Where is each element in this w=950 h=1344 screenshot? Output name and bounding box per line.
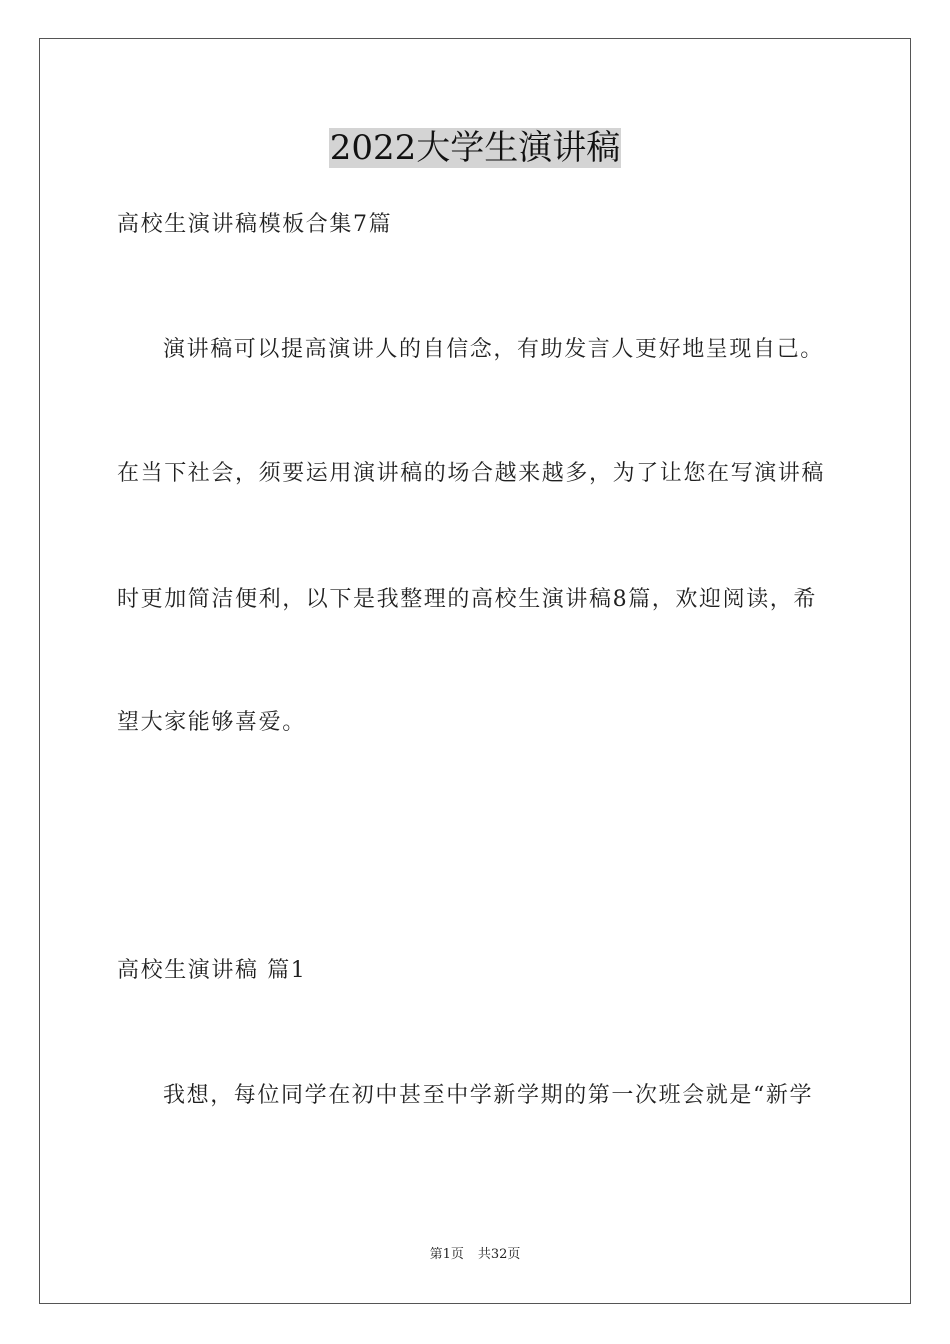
document-subtitle: 高校生演讲稿模板合集7篇 — [117, 212, 393, 237]
intro-paragraph-line-4: 望大家能够喜爱。 — [117, 710, 306, 735]
document-title: 2022大学生演讲稿 — [329, 128, 621, 168]
page-total: 共32页 — [477, 1247, 521, 1262]
section-heading: 高校生演讲稿 篇1 — [117, 958, 307, 983]
title-container — [0, 128, 950, 168]
intro-paragraph-line-1: 演讲稿可以提高演讲人的自信念，有助发言人更好地呈现自己。 — [163, 337, 824, 362]
page-number: 第1页 — [429, 1247, 464, 1262]
page-footer — [0, 1247, 950, 1263]
intro-paragraph-line-3: 时更加简洁便利，以下是我整理的高校生演讲稿8篇，欢迎阅读，希 — [117, 587, 817, 612]
section-paragraph-line-1: 我想，每位同学在初中甚至中学新学期的第一次班会就是“新学 — [163, 1083, 814, 1108]
intro-paragraph-line-2: 在当下社会，须要运用演讲稿的场合越来越多，为了让您在写演讲稿 — [117, 461, 826, 486]
